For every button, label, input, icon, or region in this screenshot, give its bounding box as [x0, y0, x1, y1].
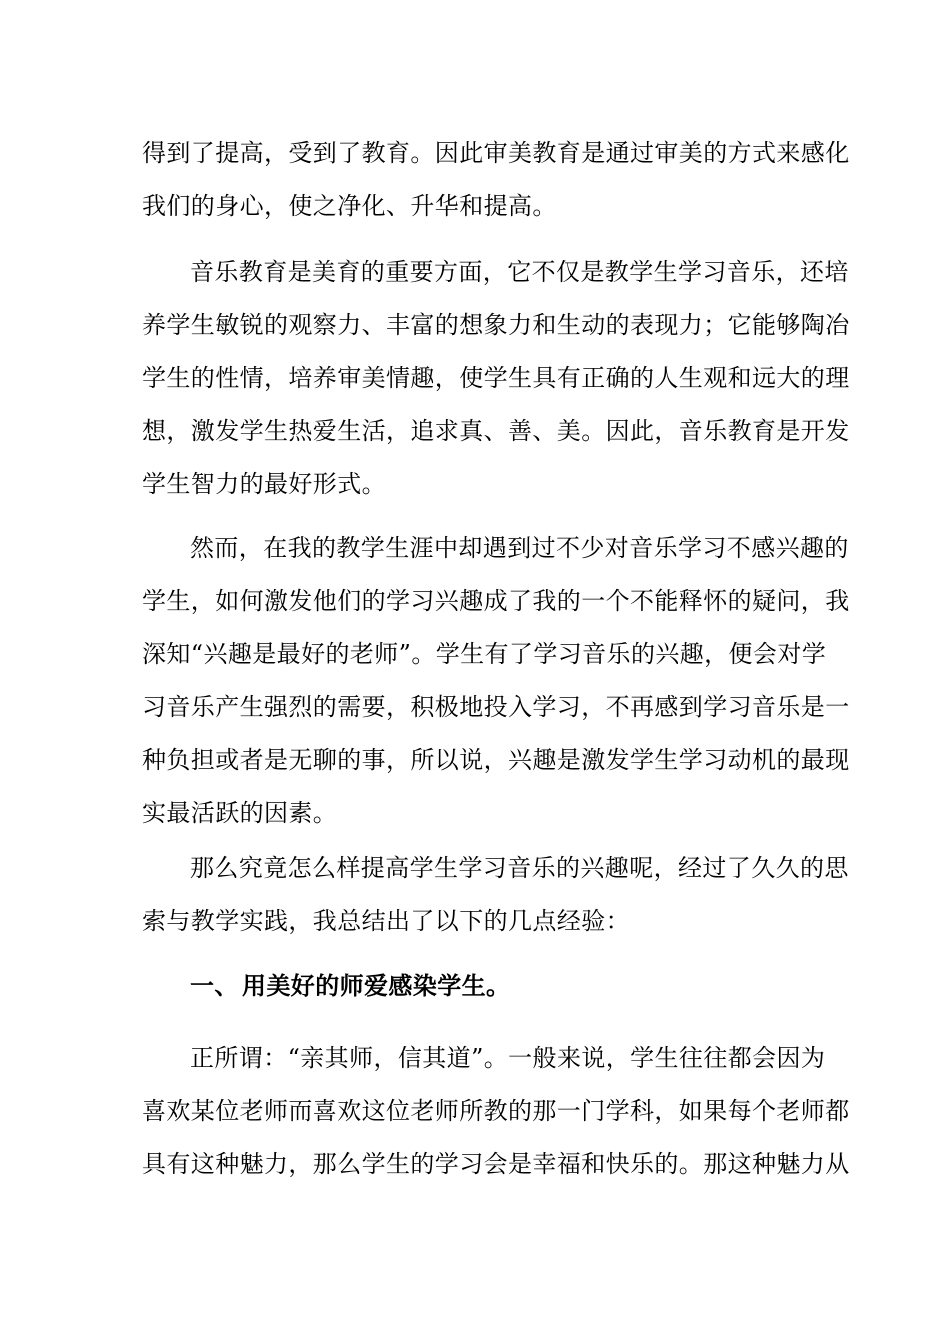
- paragraph-line: 习音乐产生强烈的需要，积极地投入学习，不再感到学习音乐是一: [142, 693, 850, 721]
- section-title: 用美好的师爱感染学生。: [242, 972, 511, 1000]
- section-heading-line: [142, 960, 810, 1013]
- paragraph-line: 音乐教育是美育的重要方面，它不仅是教学生学习音乐，还培: [190, 258, 849, 286]
- paragraph-line: 深知“兴趣是最好的老师”。学生有了学习音乐的兴趣，便会对学: [142, 640, 827, 668]
- section-heading: [142, 960, 810, 1013]
- paragraph-line: 我们的身心，使之净化、升华和提高。: [142, 192, 557, 220]
- paragraph-2: [142, 246, 850, 511]
- paragraph-line: 喜欢某位老师而喜欢这位老师所教的那一门学科，如果每个老师都: [142, 1097, 850, 1125]
- paragraph-line: 学生智力的最好形式。: [142, 470, 386, 498]
- paragraph-line: 那么究竟怎么样提高学生学习音乐的兴趣呢，经过了久久的思: [190, 854, 849, 882]
- paragraph-line: 得到了提高，受到了教育。因此审美教育是通过审美的方式来感化: [142, 139, 850, 167]
- paragraph-line: 具有这种魅力，那么学生的学习会是幸福和快乐的。那这种魅力从: [142, 1150, 850, 1178]
- paragraph-line: 学生，如何激发他们的学习兴趣成了我的一个不能释怀的疑问，我: [142, 587, 850, 615]
- paragraph-line: 索与教学实践，我总结出了以下的几点经验：: [142, 907, 630, 935]
- paragraph-line: 然而，在我的教学生涯中却遇到过不少对音乐学习不感兴趣的: [190, 534, 849, 562]
- paragraph-line: 正所谓：“亲其师，信其道”。一般来说，学生往往都会因为: [190, 1044, 826, 1072]
- paragraph-line: 养学生敏锐的观察力、丰富的想象力和生动的表现力；它能够陶冶: [142, 311, 850, 339]
- paragraph-4: [142, 842, 849, 948]
- paragraph-line: 种负担或者是无聊的事，所以说，兴趣是激发学生学习动机的最现: [142, 746, 850, 774]
- paragraph-1: [142, 127, 850, 233]
- paragraph-5: [142, 1032, 850, 1191]
- section-number: 一、: [190, 972, 239, 1000]
- paragraph-line: 实最活跃的因素。: [142, 799, 338, 827]
- paragraph-3: [142, 522, 850, 840]
- paragraph-line: 学生的性情，培养审美情趣，使学生具有正确的人生观和远大的理: [142, 364, 850, 392]
- paragraph-line: 想，激发学生热爱生活，追求真、善、美。因此，音乐教育是开发: [142, 417, 850, 445]
